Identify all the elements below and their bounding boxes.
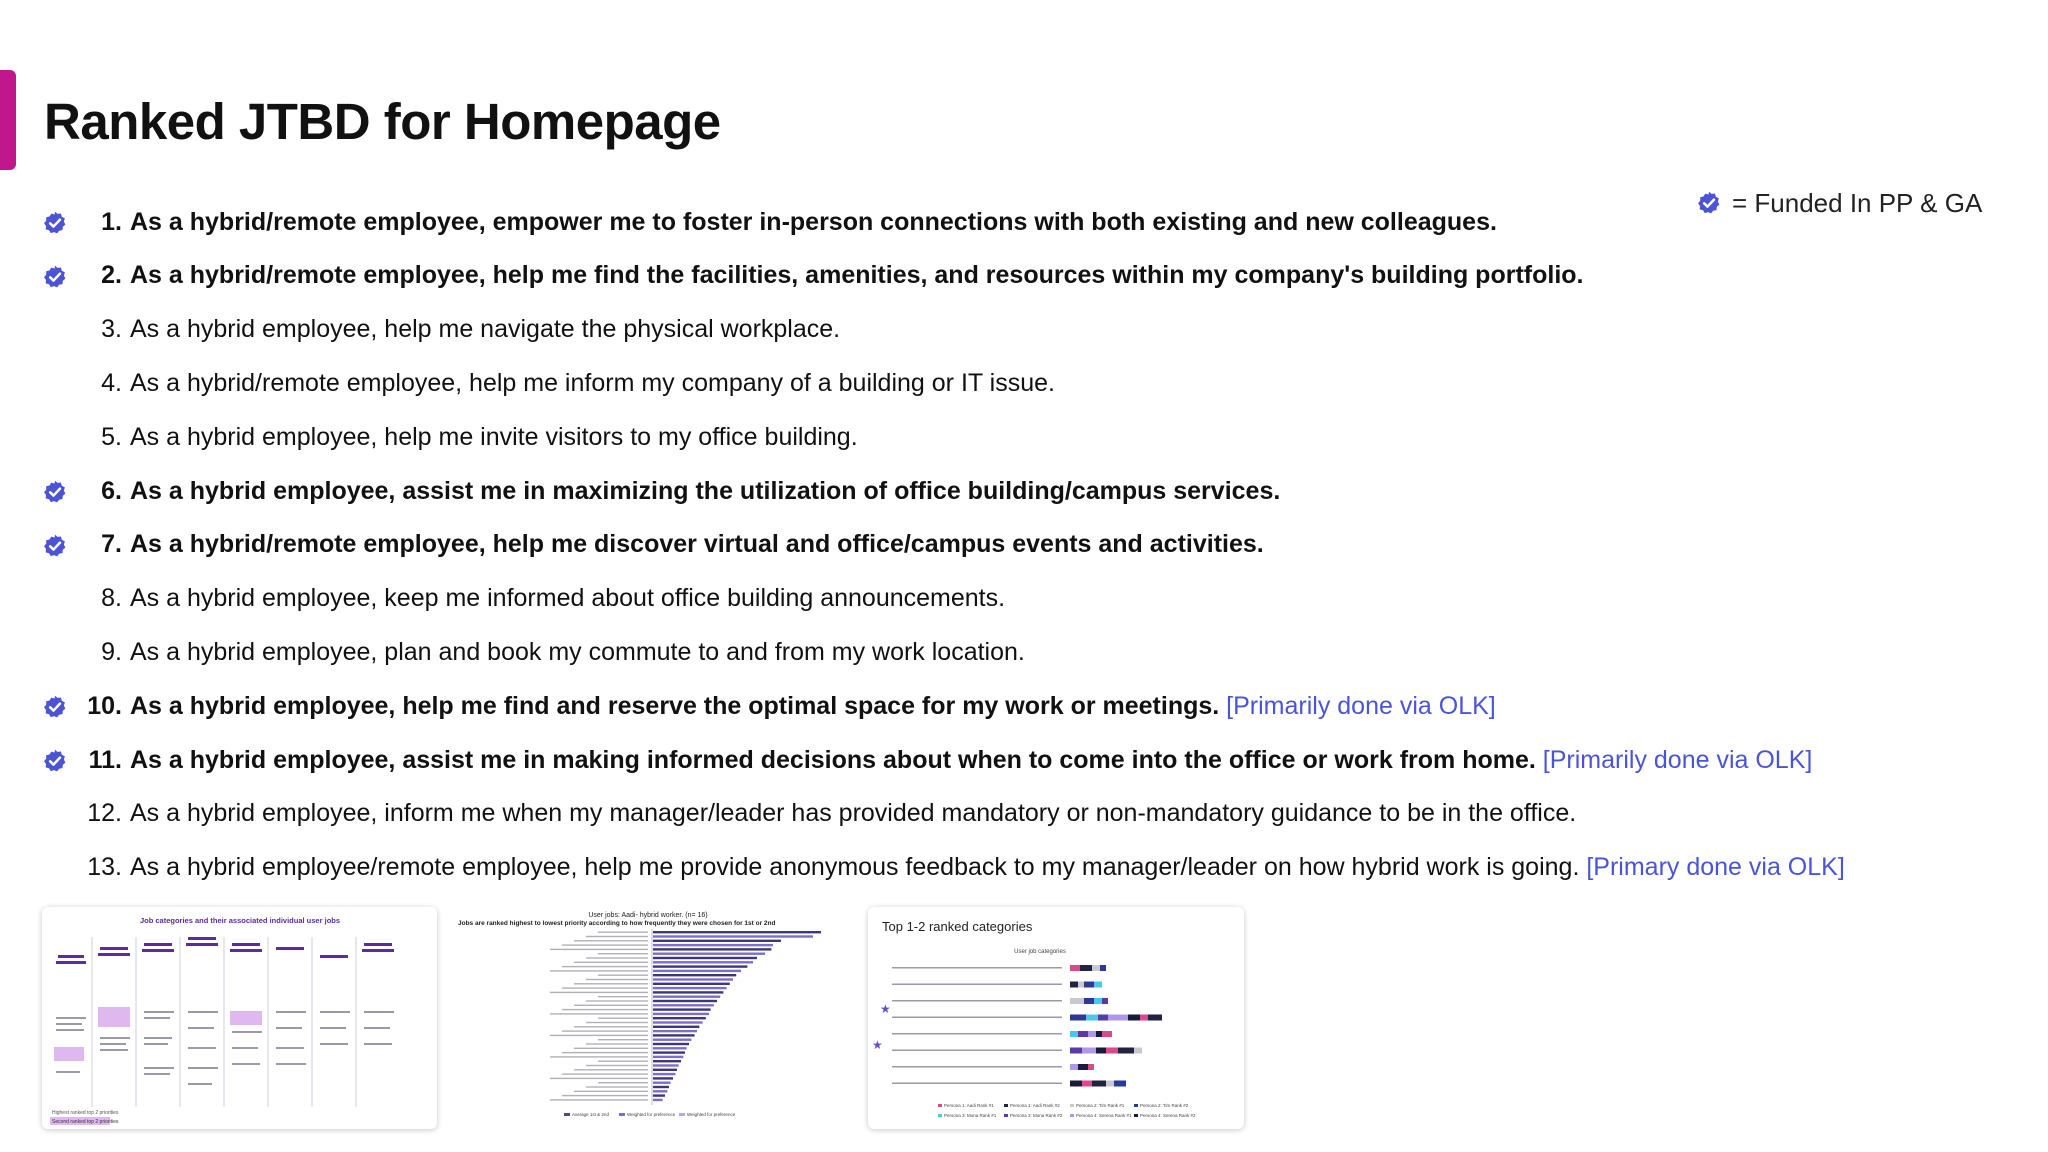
stacked-bar-segment (1070, 998, 1084, 1004)
legend-label: Average 1st & 2nd (572, 1112, 609, 1117)
job-text: As a hybrid employee, help me find and reserve the optimal space for my work or meetings. (130, 691, 1220, 720)
ranked-bar (653, 931, 821, 933)
category-label-line (892, 1066, 1062, 1068)
ranked-bar (653, 957, 757, 959)
thumbnail-ranked-user-jobs[interactable] (454, 907, 842, 1129)
stacked-bars (892, 965, 1162, 1087)
job-text-line (130, 584, 1005, 613)
stacked-bar-segment (1070, 1031, 1078, 1037)
ranked-bar (653, 974, 736, 976)
ranked-bar (653, 1030, 697, 1032)
stacked-bar-segment (1078, 1064, 1088, 1070)
stacked-bar-segment (1070, 982, 1078, 988)
job-text: As a hybrid/remote employee, help me inform my company of a building or IT issue. (130, 368, 1055, 397)
user-job-line (144, 1037, 172, 1039)
stacked-bar-segment (1084, 998, 1094, 1004)
job-label-line (562, 1095, 648, 1096)
job-text: As a hybrid/remote employee, help me find the facilities, amenities, and resources within my company's building portfolio. (130, 261, 1584, 290)
category-header-line (186, 943, 218, 946)
job-label-line (598, 975, 648, 976)
job-label-line (562, 966, 648, 967)
ranked-bar (653, 1069, 677, 1071)
category-header-line (100, 947, 128, 950)
user-job-line (232, 1047, 258, 1049)
thumbnail-job-categories[interactable] (42, 907, 437, 1129)
legend-swatch (679, 1113, 685, 1116)
highlight-cell (54, 1047, 84, 1061)
job-text: As a hybrid employee/remote employee, help me provide anonymous feedback to my manager/leader on how hybrid work is going. (130, 853, 1580, 882)
stacked-bar-segment (1078, 982, 1084, 988)
stacked-bar-segment (1094, 982, 1102, 988)
job-text: As a hybrid employee, help me navigate the physical workplace. (130, 315, 841, 344)
stacked-bar-segment (1070, 1064, 1078, 1070)
job-note: [Primarily done via OLK] (1226, 691, 1496, 720)
stacked-bar-segment (1106, 1081, 1114, 1087)
job-item (0, 417, 2000, 457)
job-item (0, 256, 2000, 296)
legend-swatch (1134, 1114, 1138, 1117)
job-label-line (550, 1078, 648, 1079)
page-title: Ranked JTBD for Homepage (44, 93, 721, 150)
job-text-line (130, 799, 1576, 828)
user-job-line (188, 1011, 218, 1013)
stacked-bar-segment (1102, 998, 1108, 1004)
category-label-line (892, 1033, 1062, 1035)
legend-swatch (1004, 1114, 1008, 1117)
preview-title: Top 1-2 ranked categories (882, 919, 1033, 934)
ranked-bar (653, 1060, 681, 1062)
legend-swatch (1070, 1114, 1074, 1117)
ranked-bar (653, 1051, 685, 1053)
job-label-line (598, 996, 648, 997)
job-label-line (550, 1035, 648, 1036)
job-categories-preview (42, 907, 437, 1129)
job-number: 9. (101, 637, 122, 666)
category-header-line (364, 943, 392, 946)
job-text-line (130, 477, 1280, 506)
thumbnail-top-ranked-categories[interactable] (868, 907, 1244, 1129)
legend-swatch (1134, 1104, 1138, 1107)
stacked-bar-segment (1070, 1048, 1082, 1054)
job-item (0, 310, 2000, 350)
category-header-line (58, 955, 84, 958)
preview-footer: Second ranked top 2 priorities (52, 1119, 119, 1125)
job-item (0, 579, 2000, 619)
job-label-line (586, 1065, 648, 1066)
job-label-line (550, 970, 648, 971)
job-item (0, 363, 2000, 403)
legend-label: Persona 3: Mona Rank #2 (1010, 1113, 1063, 1118)
stacked-bar-segment (1088, 1064, 1094, 1070)
ranked-bar (653, 1021, 703, 1023)
user-job-line (364, 1043, 392, 1045)
ranked-bar (653, 1077, 673, 1079)
user-job-line (144, 1073, 170, 1075)
legend-swatch (564, 1113, 570, 1116)
category-header-line (320, 955, 348, 958)
job-number: 3. (101, 315, 122, 344)
user-job-line (56, 1029, 84, 1031)
ranked-bars (550, 931, 821, 1101)
user-job-line (364, 1027, 390, 1029)
ranked-bar (653, 1064, 679, 1066)
job-text: As a hybrid employee, inform me when my manager/leader has provided mandatory or non-mandatory guidance to be in the office. (130, 799, 1577, 828)
ranked-bar (653, 948, 771, 950)
job-label-line (574, 940, 648, 941)
legend-swatch (1004, 1104, 1008, 1107)
user-job-line (320, 1027, 346, 1029)
stacked-bar-segment (1086, 1015, 1098, 1021)
category-header-line (56, 961, 86, 964)
job-label-line (598, 932, 648, 933)
job-label-line (586, 1000, 648, 1001)
job-note: [Primarily done via OLK] (1542, 745, 1813, 774)
stacked-bar-segment (1080, 965, 1092, 971)
job-label-line (598, 1039, 648, 1040)
user-job-line (276, 1047, 304, 1049)
star-icon: ★ (880, 1002, 891, 1016)
stacked-bar-segment (1140, 1015, 1148, 1021)
stacked-bar-segment (1070, 1081, 1082, 1087)
job-label-line (598, 1061, 648, 1062)
job-item (0, 686, 2000, 726)
job-text-line (130, 638, 1025, 667)
stacked-bar-segment (1070, 1015, 1086, 1021)
job-label-line (586, 979, 648, 980)
job-label-line (562, 944, 648, 945)
stacked-bar-segment (1118, 1048, 1134, 1054)
job-text-line (130, 261, 1583, 290)
job-label-line (550, 992, 648, 993)
stacked-bar-segment (1096, 1031, 1102, 1037)
job-text: As a hybrid employee, assist me in making informed decisions about when to come into the office or work from home. (130, 745, 1536, 774)
preview-title: User jobs: Aadi- hybrid worker. (n= 16) (588, 912, 708, 919)
user-job-line (188, 1067, 218, 1069)
category-label-line (892, 1083, 1062, 1085)
ranked-bar (653, 991, 723, 993)
category-label-line (892, 1050, 1062, 1052)
job-label-line (562, 1073, 648, 1074)
stacked-bar-segment (1082, 1048, 1096, 1054)
user-job-line (100, 1037, 130, 1039)
user-job-line (276, 1063, 306, 1065)
ranked-bar (653, 1056, 683, 1058)
job-label-line (586, 1086, 648, 1087)
job-number: 4. (101, 368, 122, 397)
user-job-line (364, 1011, 394, 1013)
ranked-bar (653, 1004, 714, 1006)
user-job-line (144, 1067, 174, 1069)
job-text-line (130, 692, 1496, 721)
ranked-bar (653, 1094, 665, 1096)
user-job-line (144, 1043, 168, 1045)
ranked-bar (653, 1013, 709, 1015)
user-job-line (188, 1047, 216, 1049)
user-job-line (320, 1043, 348, 1045)
ranked-bar (653, 1017, 706, 1019)
user-job-line (232, 1063, 260, 1065)
job-label-line (574, 1091, 648, 1092)
legend-swatch (938, 1114, 942, 1117)
ranked-bar (653, 1043, 689, 1045)
ranked-bar (653, 1034, 695, 1036)
thumbnail-strip (42, 907, 1252, 1132)
ranked-bar (653, 1073, 675, 1075)
user-job-line (144, 1017, 170, 1019)
job-label-line (574, 962, 648, 963)
stacked-bar-segment (1084, 982, 1094, 988)
ranked-bar (653, 935, 813, 937)
category-header-line (362, 949, 394, 952)
ranked-bar (653, 1086, 669, 1088)
legend-label: Weighted for preference (687, 1112, 736, 1117)
job-label-line (550, 1013, 648, 1014)
job-number: 7. (101, 530, 122, 559)
legend-label: = Funded In PP & GA (1732, 187, 1983, 218)
ranked-bar (653, 961, 753, 963)
job-number: 2. (101, 261, 122, 290)
legend-label: Persona 3: Mona Rank #1 (944, 1113, 997, 1118)
job-label-line (586, 1022, 648, 1023)
legend-label: Persona 1: Aadi Rank #1 (944, 1103, 994, 1108)
stacked-bar-segment (1078, 1031, 1088, 1037)
stacked-bar-segment (1096, 1048, 1106, 1054)
stacked-bar-segment (1092, 965, 1100, 971)
legend-swatch (619, 1113, 625, 1116)
job-label-line (574, 1048, 648, 1049)
job-label-line (550, 1099, 648, 1100)
legend-label: Persona 2: Tim Rank #2 (1140, 1103, 1189, 1108)
user-job-line (100, 1049, 128, 1051)
job-text-line (130, 423, 858, 452)
ranked-bar (653, 978, 733, 980)
stacked-bar-segment (1148, 1015, 1162, 1021)
stacked-bar-segment (1098, 1015, 1108, 1021)
top-ranked-categories-preview (868, 907, 1244, 1129)
user-job-line (232, 1031, 262, 1033)
category-label-line (892, 1017, 1062, 1019)
legend-label: Persona 2: Tim Rank #1 (1076, 1103, 1125, 1108)
job-number: 11. (88, 745, 122, 774)
job-text: As a hybrid employee, assist me in maximizing the utilization of office building/campus services. (130, 476, 1281, 505)
user-job-line (56, 1071, 80, 1073)
user-job-line (276, 1011, 306, 1013)
job-label-line (586, 936, 648, 937)
job-text: As a hybrid employee, keep me informed about office building announcements. (130, 584, 1006, 613)
category-label-line (892, 984, 1062, 986)
category-header-line (142, 949, 174, 952)
job-text-line (130, 315, 840, 344)
user-job-line (144, 1011, 174, 1013)
job-number: 8. (101, 584, 122, 613)
user-job-line (188, 1083, 212, 1085)
legend-label: Persona 1: Aadi Rank #2 (1010, 1103, 1060, 1108)
legend-label: Persona 4: Serena Rank #2 (1140, 1113, 1196, 1118)
stacked-bar-segment (1070, 965, 1080, 971)
ranked-bar (653, 965, 747, 967)
job-text: As a hybrid employee, help me invite visitors to my office building. (130, 422, 858, 451)
ranked-bar (653, 944, 773, 946)
ranked-bar (653, 940, 781, 942)
job-label-line (598, 1018, 648, 1019)
ranked-bar (653, 1099, 663, 1101)
stacked-bar-segment (1128, 1015, 1140, 1021)
preview-subtitle: Jobs are ranked highest to lowest priority according to how frequently they were chosen for 1st or 2nd (458, 920, 776, 927)
job-text-line (130, 530, 1264, 559)
job-number: 12. (87, 799, 122, 828)
legend-label: Persona 4: Serena Rank #1 (1076, 1113, 1132, 1118)
job-label-line (550, 1056, 648, 1057)
job-label-line (562, 1030, 648, 1031)
job-item (0, 740, 2000, 780)
preview-title: Job categories and their associated individual user jobs (139, 916, 341, 925)
job-label-line (586, 957, 648, 958)
stacked-bar-segment (1134, 1048, 1142, 1054)
preview-subtitle: User job categories (1014, 949, 1066, 955)
stacked-bar-segment (1094, 998, 1102, 1004)
job-label-line (562, 987, 648, 988)
ranked-bar (653, 1008, 711, 1010)
user-job-line (100, 1043, 126, 1045)
job-number: 13. (87, 853, 122, 882)
stacked-bar-segment (1106, 1048, 1118, 1054)
job-text: As a hybrid employee, plan and book my commute to and from my work location. (130, 637, 1025, 666)
ranked-bar (653, 953, 765, 955)
legend-label: Weighted for preference (627, 1112, 676, 1117)
legend-swatch (1070, 1104, 1074, 1107)
job-text: As a hybrid/remote employee, help me discover virtual and office/campus events and activities. (130, 530, 1264, 559)
job-item (0, 848, 2000, 888)
job-label-line (574, 983, 648, 984)
job-number: 5. (101, 422, 122, 451)
job-label-line (586, 1043, 648, 1044)
job-label-line (562, 1052, 648, 1053)
stacked-bar-segment (1102, 1031, 1112, 1037)
category-header-line (276, 947, 304, 950)
preview-footer: Highest ranked top 2 priorities (52, 1110, 119, 1116)
job-label-line (574, 1026, 648, 1027)
ranked-bar (653, 1026, 699, 1028)
job-label-line (574, 1069, 648, 1070)
ranked-bar (653, 1000, 717, 1002)
star-icon: ★ (872, 1038, 883, 1052)
job-label-line (574, 1005, 648, 1006)
ranked-bar (653, 987, 727, 989)
user-job-line (56, 1023, 82, 1025)
job-text-line (130, 746, 1812, 775)
category-header-line (144, 943, 172, 946)
category-columns (54, 937, 394, 1107)
stacked-bar-segment (1082, 1081, 1092, 1087)
user-job-line (276, 1027, 302, 1029)
category-label-line (892, 967, 1062, 969)
ranked-bar (653, 1090, 667, 1092)
stacked-bar-segment (1114, 1081, 1126, 1087)
ranked-bar (653, 1039, 691, 1041)
job-label-line (562, 1009, 648, 1010)
job-note: [Primary done via OLK] (1586, 853, 1845, 882)
stacked-bar-segment (1100, 965, 1106, 971)
ranked-user-jobs-preview (454, 907, 842, 1129)
user-job-line (188, 1027, 214, 1029)
ranked-bar (653, 996, 720, 998)
user-job-line (56, 1017, 86, 1019)
job-item (0, 202, 2000, 242)
job-text-line (130, 369, 1055, 398)
ranked-bar (653, 983, 730, 985)
job-text-line (130, 853, 1845, 882)
category-header-line (232, 943, 260, 946)
ranked-bar (653, 970, 741, 972)
highlight-cell (230, 1011, 262, 1025)
stacked-bar-segment (1088, 1031, 1096, 1037)
job-item (0, 471, 2000, 511)
job-text: As a hybrid/remote employee, empower me to foster in-person connections with both existing and new colleagues. (130, 207, 1497, 236)
job-label-line (598, 953, 648, 954)
job-item (0, 525, 2000, 565)
job-item (0, 632, 2000, 672)
stacked-bar-segment (1108, 1015, 1128, 1021)
highlight-cell (98, 1007, 130, 1027)
job-item (0, 794, 2000, 834)
category-label-line (892, 1000, 1062, 1002)
job-label-line (550, 949, 648, 950)
stacked-bar-segment (1092, 1081, 1106, 1087)
user-job-line (320, 1011, 350, 1013)
ranked-bar (653, 1047, 687, 1049)
category-header-line (98, 953, 130, 956)
legend-swatch (938, 1104, 942, 1107)
job-text-line (130, 208, 1497, 237)
ranked-bar (653, 1082, 671, 1084)
category-header-line (230, 949, 262, 952)
job-label-line (598, 1082, 648, 1083)
job-number: 6. (101, 476, 122, 505)
category-header-line (188, 937, 216, 940)
accent-bar (0, 70, 16, 170)
job-number: 1. (101, 207, 122, 236)
job-number: 10. (87, 691, 122, 720)
